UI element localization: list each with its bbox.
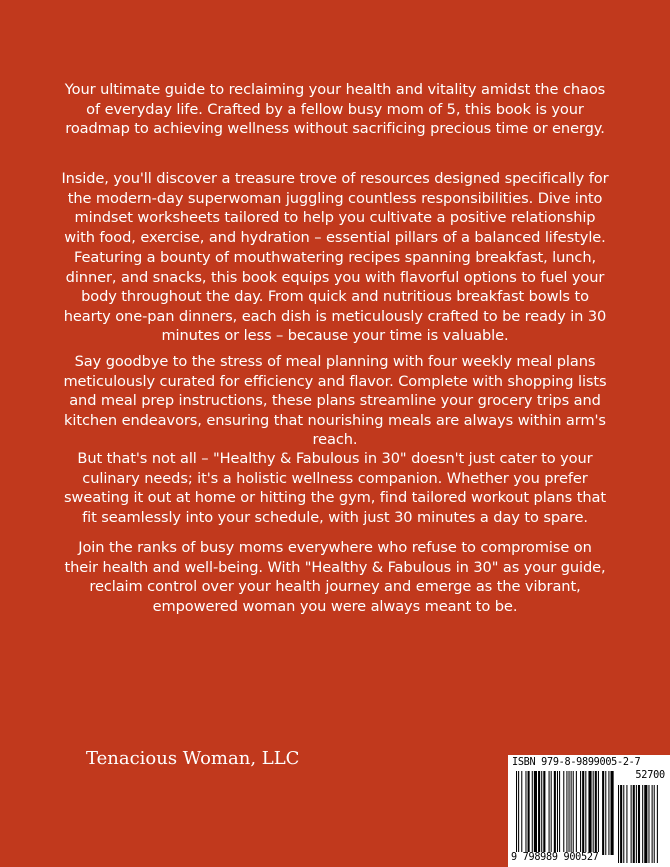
- barcode-bar: [571, 771, 572, 855]
- barcode-bar: [532, 771, 533, 855]
- barcode-bar: [516, 771, 517, 855]
- barcode-addon-bar: [620, 785, 622, 863]
- ean-digits: 9 798989 900527: [511, 852, 599, 863]
- blurb-paragraph-1: Your ultimate guide to reclaiming your health and vitality amidst the chaos of everyday life. Crafted by a fellow busy mom of 5, this book is your roadmap to achieving wellness without sacrificing precious time or energy.: [64, 81, 606, 138]
- barcode-bar: [611, 771, 614, 855]
- isbn-barcode: [508, 755, 670, 867]
- barcode-bar: [538, 771, 540, 855]
- barcode-bar: [541, 771, 542, 855]
- publisher-name: Tenacious Woman, LLC: [86, 748, 300, 769]
- barcode-bar: [576, 771, 577, 855]
- barcode-bar: [573, 771, 574, 855]
- blurb-paragraph-3: Featuring a bounty of mouthwatering recipes spanning breakfast, lunch, dinner, and snacks, this book equips you with flavorful options to fuel your body throughout the day. From quick and nutritious breakfast bowls to hearty one-pan dinners, each dish is meticulously crafted to be ready in 30 minutes or less – because your time is valuable.: [63, 249, 607, 345]
- barcode-addon-bar: [654, 785, 655, 863]
- blurb-paragraph-2: Inside, you'll discover a treasure trove of resources designed specifically for the modern-day superwoman juggling countless responsibilities. Dive into mindset worksheets tailored to help you cultivate a positive relationship with food, exercise, and hydration – essential pillars of a balanced lifestyle.: [61, 170, 609, 246]
- barcode-addon-bar: [648, 785, 649, 863]
- barcode-bar: [602, 771, 604, 855]
- barcode-bar: [563, 771, 564, 855]
- barcode-addon-bar: [657, 785, 658, 863]
- barcode-bar: [595, 771, 597, 855]
- barcode-bar: [582, 771, 584, 855]
- barcode-bar: [521, 771, 522, 855]
- barcode-addon-bar: [642, 785, 643, 863]
- blurb-paragraph-6: Join the ranks of busy moms everywhere who refuse to compromise on their health and well-being. With "Healthy & Fabulous in 30" as your guide, reclaim control over your health journey and emerge as the vibrant, empowered woman you were always meant to be.: [64, 539, 606, 615]
- barcode-addon-bar: [636, 785, 637, 863]
- barcode-addon-bar: [652, 785, 653, 863]
- barcode-bar: [534, 771, 537, 855]
- barcode-bar: [605, 771, 606, 855]
- barcode-bar: [608, 771, 609, 855]
- barcode-bar: [588, 771, 591, 855]
- barcode-addon-bar: [638, 785, 640, 863]
- blurb-paragraph-5: But that's not all – "Healthy & Fabulous in 30" doesn't just cater to your culinary needs; it's a holistic wellness companion. Whether you prefer sweating it out at home or hitting the gym, find tailored workout plans that fit seamlessly into your schedule, with just 30 minutes a day to spare.: [64, 450, 606, 526]
- barcode-addon-bar: [644, 785, 647, 863]
- barcode-addon-bar: [623, 785, 624, 863]
- barcode-bar: [566, 771, 567, 855]
- barcode-bar: [557, 771, 558, 855]
- barcode-bar: [554, 771, 556, 855]
- isbn-label: ISBN 979-8-9899005-2-7: [512, 757, 641, 768]
- barcode-bar: [518, 771, 519, 855]
- barcode-addon-bar: [631, 785, 632, 863]
- barcode-addon-bar: [626, 785, 627, 863]
- price-code: 52700: [635, 770, 665, 781]
- barcode-bar: [580, 771, 581, 855]
- barcode-bar: [593, 771, 594, 855]
- barcode-bar: [549, 771, 550, 855]
- barcode-bar: [543, 771, 545, 855]
- barcode-bar: [551, 771, 552, 855]
- barcode-bar: [528, 771, 530, 855]
- barcode-bar: [585, 771, 586, 855]
- barcode-addon-bar: [633, 785, 635, 863]
- blurb-paragraph-4: Say goodbye to the stress of meal planning with four weekly meal plans meticulously curated for efficiency and flavor. Complete with shopping lists and meal prep instructions, these plans streamline your grocery trips and kitchen endeavors, ensuring that nourishing meals are always within arm's reach.: [63, 353, 607, 449]
- barcode-bar: [525, 771, 526, 855]
- barcode-bar: [598, 771, 599, 855]
- barcode-bar: [569, 771, 570, 855]
- barcode-bar: [559, 771, 560, 855]
- barcode-addon-bar: [618, 785, 619, 863]
